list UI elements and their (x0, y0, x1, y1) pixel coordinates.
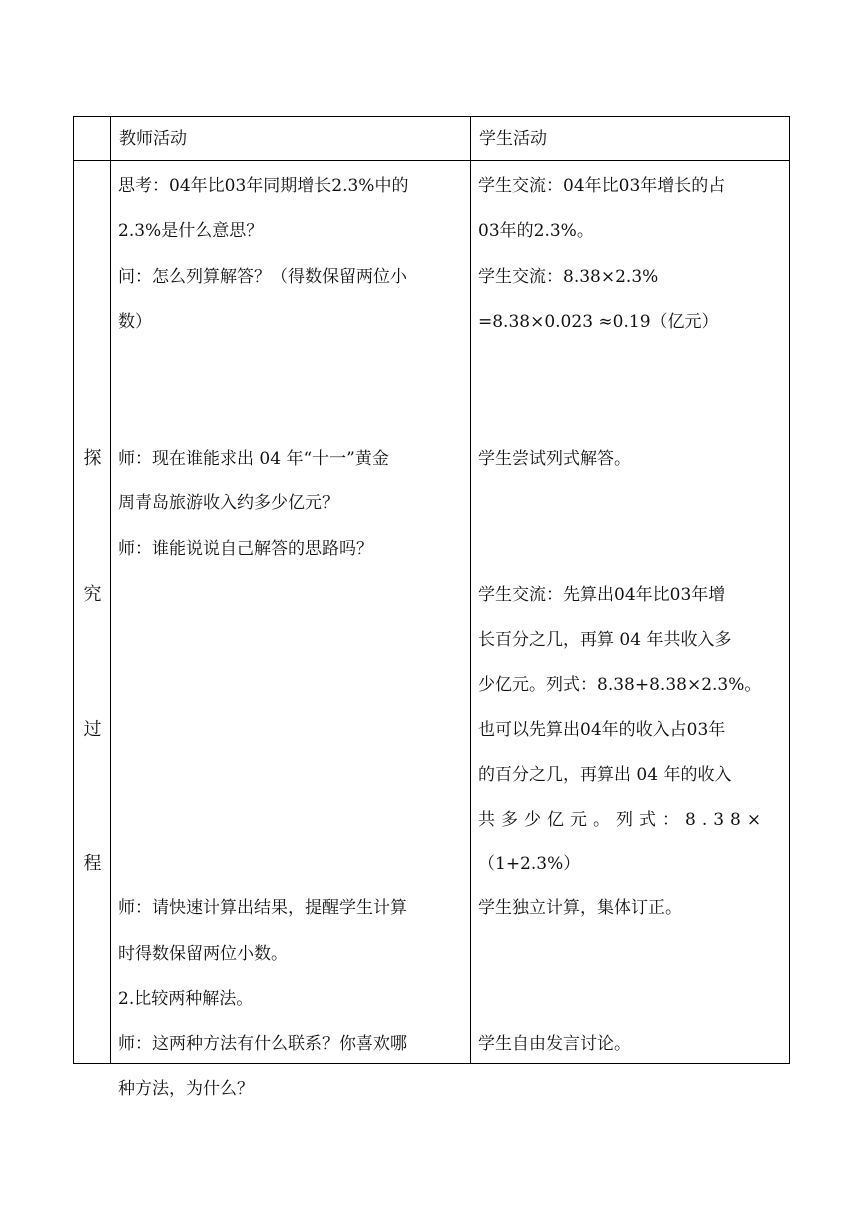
section-label-char: 过 (83, 719, 102, 740)
teacher-line: 师：谁能说说自己解答的思路吗？ (118, 539, 373, 559)
student-line: 共多少亿元。列式：8.38× (478, 810, 768, 830)
teacher-line: 周青岛旅游收入约多少亿元？ (118, 493, 339, 513)
teacher-line: 种方法，为什么？ (118, 1079, 254, 1099)
teacher-line: 2.比较两种解法。 (118, 989, 254, 1009)
table-header-row (74, 117, 790, 161)
teacher-line: 思考：04年比03年同期增长2.3%中的 (118, 176, 409, 196)
teacher-activity-heading: 教师活动 (119, 129, 187, 149)
student-line: =8.38×0.023 ≈0.19（亿元） (478, 312, 719, 332)
teacher-line: 师：现在谁能求出 04 年“十一”黄金 (118, 449, 389, 469)
student-line: 学生自由发言讨论。 (478, 1034, 631, 1054)
teacher-header-cell (111, 117, 471, 161)
student-line: 的百分之几，再算出 04 年的收入 (478, 765, 732, 785)
lesson-table (73, 116, 790, 1099)
student-line: 学生交流：04年比03年增长的占 (478, 176, 726, 196)
student-activity-cell (471, 161, 790, 1064)
student-line: 学生交流：先算出04年比03年增 (478, 585, 726, 605)
corner-cell (74, 117, 111, 161)
student-activity-heading: 学生活动 (479, 129, 547, 149)
section-label-char: 究 (83, 584, 102, 605)
teacher-line: 师：请快速计算出结果，提醒学生计算 (118, 898, 407, 918)
teacher-line: 师：这两种方法有什么联系？你喜欢哪 (118, 1034, 407, 1054)
student-line: 学生独立计算，集体订正。 (478, 898, 682, 918)
student-line: 学生尝试列式解答。 (478, 449, 631, 469)
teacher-line: 问：怎么列算解答？（得数保留两位小 (118, 267, 407, 287)
section-label-char: 程 (83, 853, 102, 874)
teacher-line: 时得数保留两位小数。 (118, 944, 288, 964)
student-header-cell (471, 117, 790, 161)
section-label-cell (74, 161, 111, 1064)
student-line: 长百分之几，再算 04 年共收入多 (478, 630, 732, 650)
student-line: 学生交流：8.38×2.3% (478, 267, 659, 287)
student-line: 03年的2.3%。 (478, 221, 594, 241)
student-line: 也可以先算出04年的收入占03年 (478, 720, 726, 740)
teacher-line: 数） (118, 312, 152, 332)
teacher-activity-cell (111, 161, 471, 1099)
section-label-char: 探 (83, 448, 102, 469)
table-body-row (74, 161, 790, 1064)
teacher-line: 2.3%是什么意思？ (118, 221, 264, 241)
student-line: 少亿元。列式：8.38+8.38×2.3%。 (478, 675, 762, 695)
student-line: （1+2.3%） (478, 854, 581, 874)
